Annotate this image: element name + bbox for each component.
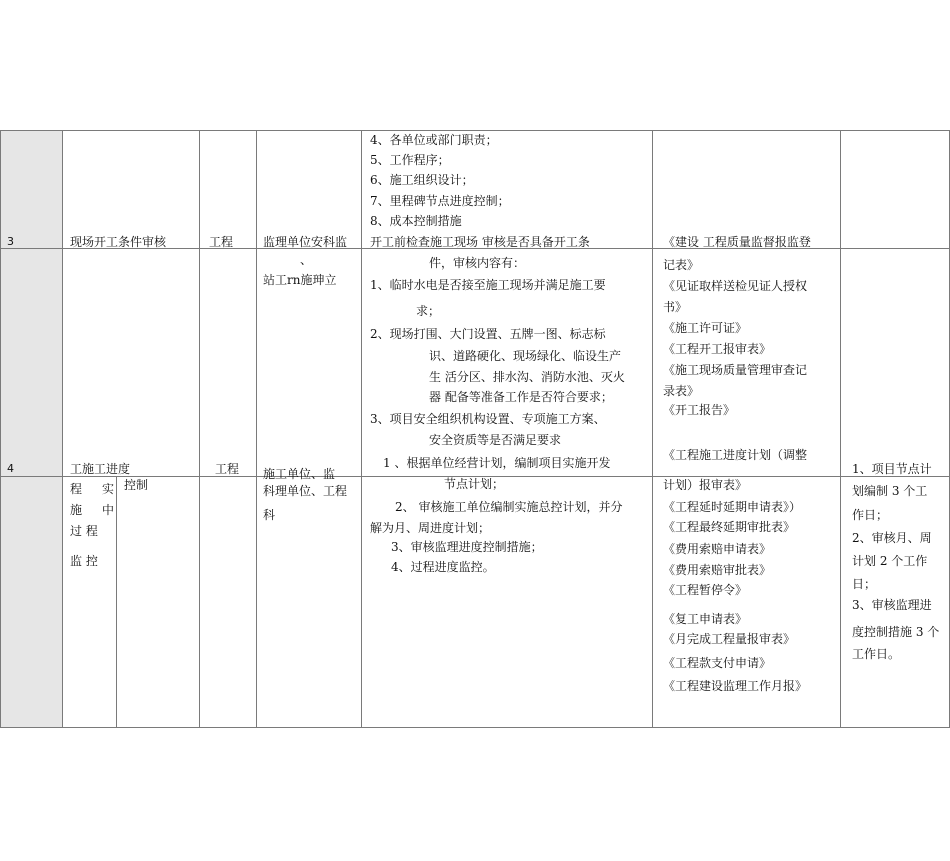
task-sub: 监 控 xyxy=(70,554,98,568)
doc-line: 《工程最终延期审批表》 xyxy=(663,520,796,534)
responsible-party-line2: 站工rn施珅立 xyxy=(263,273,337,287)
doc-line: 《见证取样送检见证人授权 xyxy=(663,279,808,293)
task-sub: 中 xyxy=(102,503,115,517)
doc-line: 《工程延时延期申请表》） xyxy=(663,500,802,514)
timing-line: 1、项目节点计 xyxy=(852,462,932,476)
doc-line: 计划）报审表》 xyxy=(663,478,748,492)
department: 工程 xyxy=(209,235,234,249)
timing-line: 3、审核监理进 xyxy=(852,598,932,612)
timing-line: 划编制 3 个工 xyxy=(852,484,928,498)
content-item: 3、审核监理进度控制措施； xyxy=(391,540,543,554)
doc-line: 《施工许可证》 xyxy=(663,321,748,335)
doc-line: 《月完成工程量报审表》 xyxy=(663,632,796,646)
content-item: 节点计划； xyxy=(444,477,505,491)
content-item: 器 配备等准备工作是否符合要求； xyxy=(429,390,613,404)
content-line: 5、工作程序； xyxy=(370,153,450,167)
timing-line: 作日； xyxy=(852,508,889,522)
content-item: 求； xyxy=(416,304,441,318)
task-name: 工施工进度 xyxy=(70,462,131,476)
timing-line: 度控制措施 3 个 xyxy=(852,625,940,639)
content-line: 8、成本控制措施 xyxy=(370,214,462,228)
responsible-party-mark: 、 xyxy=(300,253,313,267)
timing-line: 计划 2 个工作 xyxy=(852,554,928,568)
doc-line: 《工程施工进度计划（调整 xyxy=(663,448,808,462)
responsible-party: 施工单位、监 xyxy=(263,467,336,481)
doc-line: 书》 xyxy=(663,300,688,314)
task-name: 现场开工条件审核 xyxy=(70,235,167,249)
doc-line: 《复工申请表》 xyxy=(663,612,748,626)
doc-line: 《费用索赔审批表》 xyxy=(663,563,772,577)
content-main: 件，审核内容有： xyxy=(429,256,526,270)
content-item: 4、过程进度监控。 xyxy=(391,560,495,574)
task-sub: 过 程 xyxy=(70,524,98,538)
doc-line: 记表》 xyxy=(663,258,700,272)
timing-line: 2、审核月、周 xyxy=(852,531,932,545)
row-number: 4 xyxy=(7,462,14,475)
doc-line: 《建设 工程质量监督报监登 xyxy=(663,235,811,249)
content-item: 1 、根据单位经营计划，编制项目实施开发 xyxy=(383,456,611,470)
doc-line: 《工程建设监理工作月报》 xyxy=(663,679,808,693)
task-sub: 施 xyxy=(70,503,83,517)
row-number: 3 xyxy=(7,235,14,248)
doc-line: 《工程款支付申请》 xyxy=(663,656,772,670)
content-item: 2、现场打围、大门设置、五牌一图、标志标 xyxy=(370,327,606,341)
content-item: 安全资质等是否满足要求 xyxy=(429,433,562,447)
doc-line: 《开工报告》 xyxy=(663,403,736,417)
content-line: 7、里程碑节点进度控制； xyxy=(370,194,510,208)
doc-line: 录表》 xyxy=(663,384,700,398)
timing-line: 日； xyxy=(852,577,877,591)
task-sub: 实 xyxy=(102,482,115,496)
department: 工程 xyxy=(215,462,240,476)
content-item: 1、临时水电是否接至施工现场并满足施工要 xyxy=(370,278,606,292)
content-item: 识、道路硬化、现场绿化、临设生产 xyxy=(429,349,622,363)
content-main: 开工前检查施工现场 审核是否具备开工条 xyxy=(370,235,590,249)
content-line: 6、施工组织设计； xyxy=(370,173,474,187)
doc-line: 《费用索赔申请表》 xyxy=(663,542,772,556)
content-item: 3、项目安全组织机构设置、专项施工方案、 xyxy=(370,412,606,426)
timing-line: 工作日。 xyxy=(852,647,901,661)
task-control: 控制 xyxy=(124,478,149,492)
doc-line: 《工程开工报审表》 xyxy=(663,342,772,356)
responsible-party-line3: 科 xyxy=(263,508,276,522)
responsible-party-line2: 科理单位、工程 xyxy=(263,484,348,498)
content-item: 2、 审核施工单位编制实施总控计划，并分 xyxy=(395,500,623,514)
task-sub: 程 xyxy=(70,482,83,496)
doc-line: 《工程暂停令》 xyxy=(663,583,748,597)
content-item: 生 活分区、排水沟、消防水池、灭火 xyxy=(429,370,625,384)
content-item: 解为月、周进度计划； xyxy=(370,521,491,535)
content-line: 4、各单位或部门职责； xyxy=(370,133,498,147)
row-number-column-bg xyxy=(0,130,62,727)
responsible-party: 监理单位安科监 xyxy=(263,235,348,249)
doc-line: 《施工现场质量管理审查记 xyxy=(663,363,808,377)
